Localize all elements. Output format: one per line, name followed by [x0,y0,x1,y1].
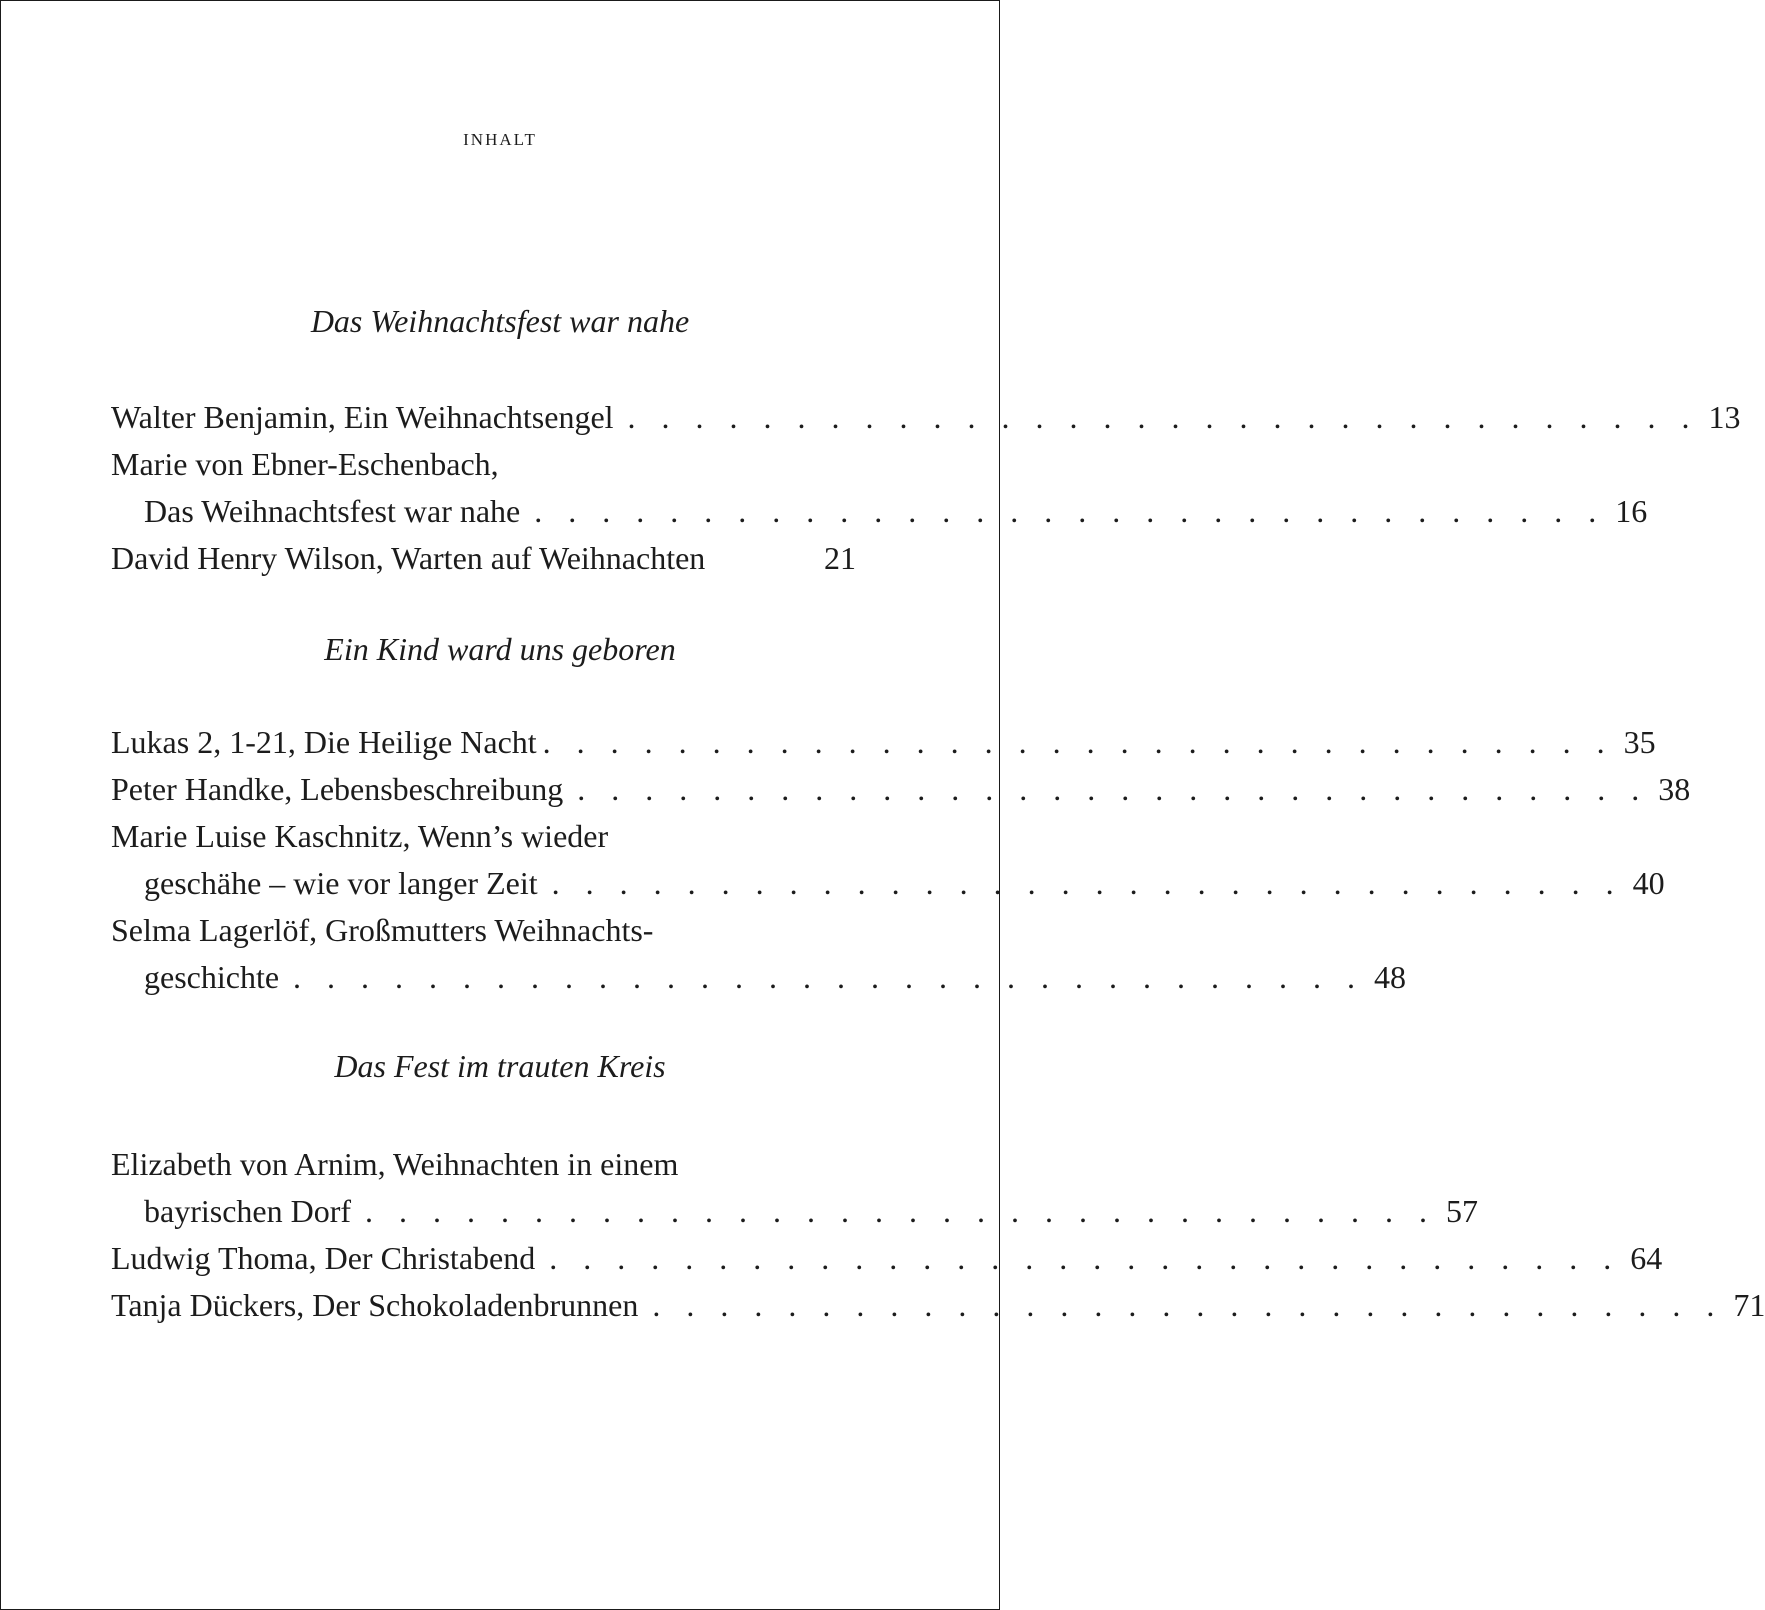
entry-text: Lukas 2, 1-21, Die Heilige Nacht [111,724,537,760]
page-number: 35 [1623,724,1656,760]
section-heading: Ein Kind ward uns geboren [324,631,676,667]
leader-dots: . . . . . . . . . . . . . . . . . . . . . . . . . . . . . . . . [549,1240,1621,1276]
page-number: 40 [1632,865,1665,901]
entry-text: Ludwig Thoma, Der Christabend [111,1240,536,1276]
toc-title: inhalt [463,125,537,151]
entry-text: Selma Lagerlöf, Großmutters Weihnachts- [111,912,654,948]
entry-text: David Henry Wilson, Warten auf Weihnachten [111,540,706,576]
entry-text: geschähe – wie vor langer Zeit [144,865,538,901]
toc-entry[interactable] [111,394,1741,441]
toc-entry[interactable] [111,1235,1663,1282]
entry-text: Marie von Ebner-Eschenbach, [111,446,499,482]
page-number: 38 [1658,771,1691,807]
entry-text: Walter Benjamin, Ein Weihnachtsengel [111,399,614,435]
leader-dots: . . . . . . . . . . . . . . . . . . . . . . . . . . . . . . . . [534,493,1606,529]
page-number: 13 [1708,399,1741,435]
entry-text: bayrischen Dorf [144,1193,352,1229]
section-heading: Das Fest im trauten Kreis [334,1048,666,1084]
page-number: 48 [1374,959,1407,995]
leader-dots: . . . . . . . . . . . . . . . . . . . . . . . . . . . . . . . . [365,1193,1437,1229]
entry-text: Das Weihnachtsfest war nahe [144,493,521,529]
entry-text: Tanja Dückers, Der Schokoladenbrunnen [111,1287,639,1323]
page-number: 71 [1733,1287,1765,1323]
toc-entry[interactable] [111,441,1648,535]
toc-entry[interactable] [111,1141,1479,1235]
leader-dots: . . . . . . . . . . . . . . . . . . . . . . . . . . . . . . . . [577,771,1649,807]
page-number: 64 [1630,1240,1663,1276]
toc-entry[interactable] [111,813,1665,907]
toc-entry[interactable] [111,766,1691,813]
entry-text: Peter Handke, Lebensbeschreibung [111,771,564,807]
toc-entry[interactable] [111,907,1407,1001]
leader-dots: . . . . . . . . . . . . . . . . . . . . . . . . . . . . . . . . [652,1287,1724,1323]
toc-entry[interactable] [111,1282,1765,1329]
section-heading: Das Weihnachtsfest war nahe [310,303,690,339]
toc-entry[interactable] [111,535,856,582]
toc-entry[interactable] [111,719,1656,766]
leader-dots: . . . . . . . . . . . . . . . . . . . . . . . . . . . . . . . . [542,724,1614,760]
entry-text: geschichte [144,959,280,995]
page-number: 57 [1446,1193,1479,1229]
page-number: 16 [1615,493,1648,529]
leader-dots: . . . . . . . . . . . . . . . . . . . . . . . . . . . . . . . . [627,399,1699,435]
leader-dots: . . . . . . . . . . . . . . . . . . . . . . . . . . . . . . . . [551,865,1623,901]
leader-dots: . . . . . . . . . . . . . . . . . . . . . . . . . . . . . . . . [293,959,1365,995]
page-number: 21 [824,540,856,576]
entry-text: Marie Luise Kaschnitz, Wenn’s wieder [111,818,609,854]
entry-text: Elizabeth von Arnim, Weihnachten in einem [111,1146,679,1182]
